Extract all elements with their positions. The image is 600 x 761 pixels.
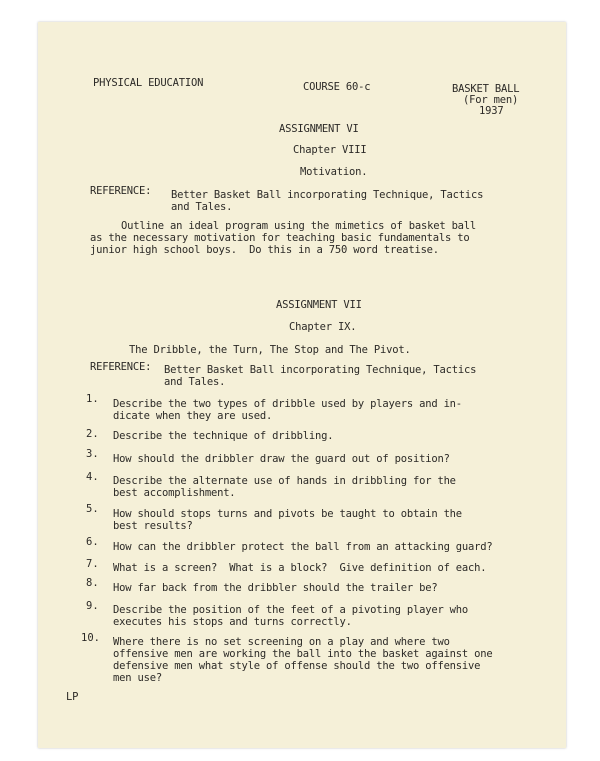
question-line: executes his stops and turns correctly. [113, 616, 352, 628]
assignment-6-reference-line2: and Tales. [171, 201, 233, 213]
question-line: What is a screen? What is a block? Give definition of each. [113, 562, 487, 574]
assignment-7-reference-label: REFERENCE: [90, 361, 152, 373]
question-line: Describe the technique of dribbling. [113, 430, 334, 442]
assignment-6-body-line2: as the necessary motivation for teaching basic fundamentals to [90, 232, 470, 244]
question-line: Where there is no set screening on a play and where two [113, 636, 450, 648]
assignment-6-body-line1: Outline an ideal program using the mimetics of basket ball [121, 220, 477, 232]
assignment-7-title: ASSIGNMENT VII [276, 299, 362, 311]
question-number: 1. [86, 393, 99, 405]
assignment-6-subject: Motivation. [300, 166, 368, 178]
question-line: best accomplishment. [113, 487, 236, 499]
question-number: 4. [86, 471, 99, 483]
question-number: 8. [86, 577, 99, 589]
typist-initials: LP [66, 691, 79, 703]
question-number: 2. [86, 428, 99, 440]
assignment-6-chapter: Chapter VIII [293, 144, 367, 156]
question-number: 6. [86, 536, 99, 548]
question-number: 3. [86, 448, 99, 460]
course-number: COURSE 60-c [303, 81, 371, 93]
question-line: defensive men what style of offense should the two offensive [113, 660, 481, 672]
question-number: 7. [86, 558, 99, 570]
question-number: 10. [81, 632, 100, 644]
question-number: 5. [86, 503, 99, 515]
assignment-6-reference-label: REFERENCE: [90, 185, 152, 197]
assignment-7-reference-line2: and Tales. [164, 376, 226, 388]
assignment-7-chapter: Chapter IX. [289, 321, 357, 333]
question-line: How far back from the dribbler should the trailer be? [113, 582, 438, 594]
year-label: 1937 [479, 105, 504, 117]
question-line: How should stops turns and pivots be taught to obtain the [113, 508, 462, 520]
question-number: 9. [86, 600, 99, 612]
assignment-7-reference-line1: Better Basket Ball incorporating Technique, Tactics [164, 364, 477, 376]
assignment-7-subject: The Dribble, the Turn, The Stop and The Pivot. [129, 344, 411, 356]
question-line: offensive men are working the ball into the basket against one [113, 648, 493, 660]
assignment-6-body-line3: junior high school boys. Do this in a 750 word treatise. [90, 244, 439, 256]
audience-label: (For men) [463, 94, 519, 106]
assignment-6-title: ASSIGNMENT VI [279, 123, 359, 135]
question-line: dicate when they are used. [113, 410, 273, 422]
question-line: best results? [113, 520, 193, 532]
sport-title: BASKET BALL [452, 83, 520, 95]
question-line: How should the dribbler draw the guard out of position? [113, 453, 450, 465]
document-page [38, 22, 566, 748]
question-line: How can the dribbler protect the ball from an attacking guard? [113, 541, 493, 553]
assignment-6-reference-line1: Better Basket Ball incorporating Technique, Tactics [171, 189, 484, 201]
department-label: PHYSICAL EDUCATION [93, 77, 204, 89]
question-line: Describe the position of the feet of a pivoting player who [113, 604, 469, 616]
question-line: Describe the two types of dribble used by players and in- [113, 398, 462, 410]
question-line: men use? [113, 672, 162, 684]
question-line: Describe the alternate use of hands in dribbling for the [113, 475, 456, 487]
